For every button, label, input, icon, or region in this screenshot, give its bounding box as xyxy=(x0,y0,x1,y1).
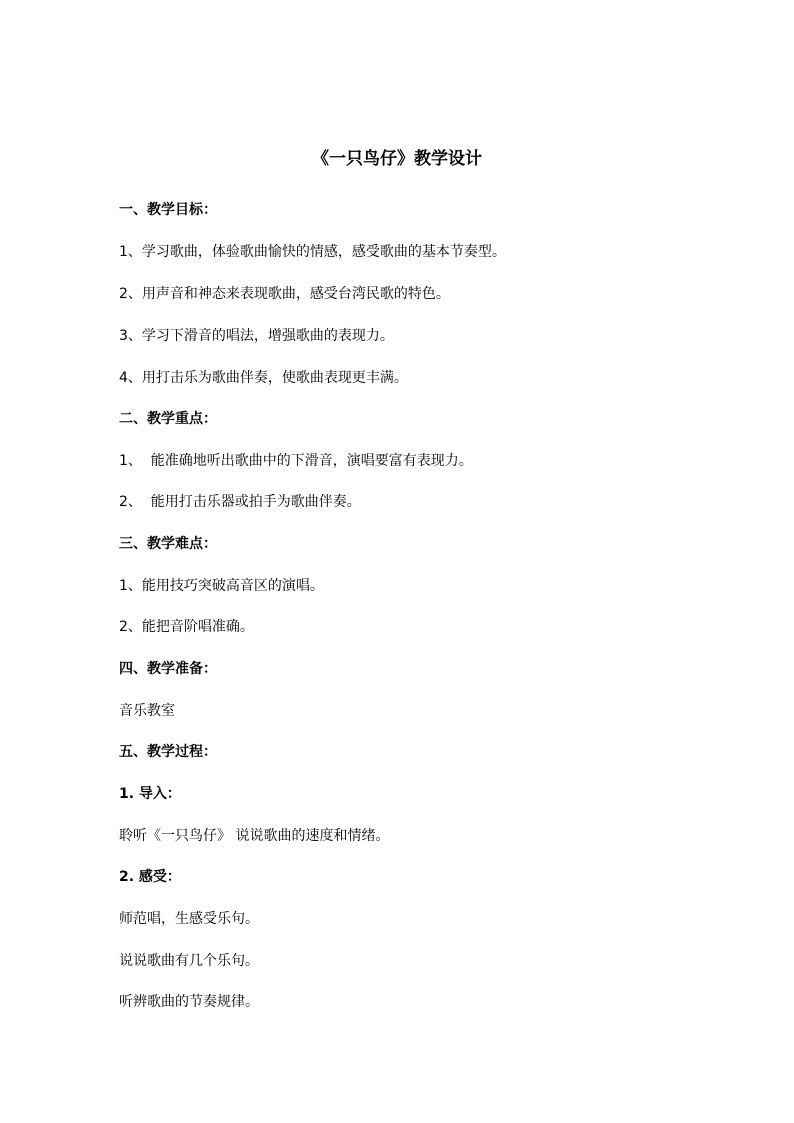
document-title: 《一只鸟仔》教学设计 xyxy=(312,149,482,169)
preparation-item-1: 音乐教室 xyxy=(119,703,175,719)
section-heading-goals: 一、教学目标： xyxy=(119,202,217,218)
key-point-item-2: 2、 能用打击乐器或拍手为歌曲伴奏。 xyxy=(119,494,361,510)
section-heading-difficulties: 三、教学难点： xyxy=(119,536,217,552)
goal-item-3: 3、学习下滑音的唱法，增强歌曲的表现力。 xyxy=(119,328,394,344)
process-step-1-heading: 1. 导入： xyxy=(119,786,181,802)
process-step-2-heading: 2. 感受： xyxy=(119,869,181,885)
section-heading-preparation: 四、教学准备： xyxy=(119,661,217,677)
section-heading-process: 五、教学过程： xyxy=(119,744,217,760)
key-point-item-1: 1、 能准确地听出歌曲中的下滑音，演唱要富有表现力。 xyxy=(119,453,473,469)
goal-item-4: 4、用打击乐为歌曲伴奏，使歌曲表现更丰满。 xyxy=(119,370,408,386)
section-heading-key-points: 二、教学重点： xyxy=(119,411,217,427)
difficulty-item-1: 1、能用技巧突破高音区的演唱。 xyxy=(119,578,324,594)
goal-item-2: 2、用声音和神态来表现歌曲，感受台湾民歌的特色。 xyxy=(119,286,450,302)
process-step-2-item-3: 听辨歌曲的节奏规律。 xyxy=(119,994,259,1010)
goal-item-1: 1、学习歌曲，体验歌曲愉快的情感，感受歌曲的基本节奏型。 xyxy=(119,244,506,260)
difficulty-item-2: 2、能把音阶唱准确。 xyxy=(119,619,254,635)
process-step-1-item-1: 聆听《一只鸟仔》 说说歌曲的速度和情绪。 xyxy=(119,828,390,844)
process-step-2-item-2: 说说歌曲有几个乐句。 xyxy=(119,953,259,969)
process-step-2-item-1: 师范唱，生感受乐句。 xyxy=(119,911,259,927)
